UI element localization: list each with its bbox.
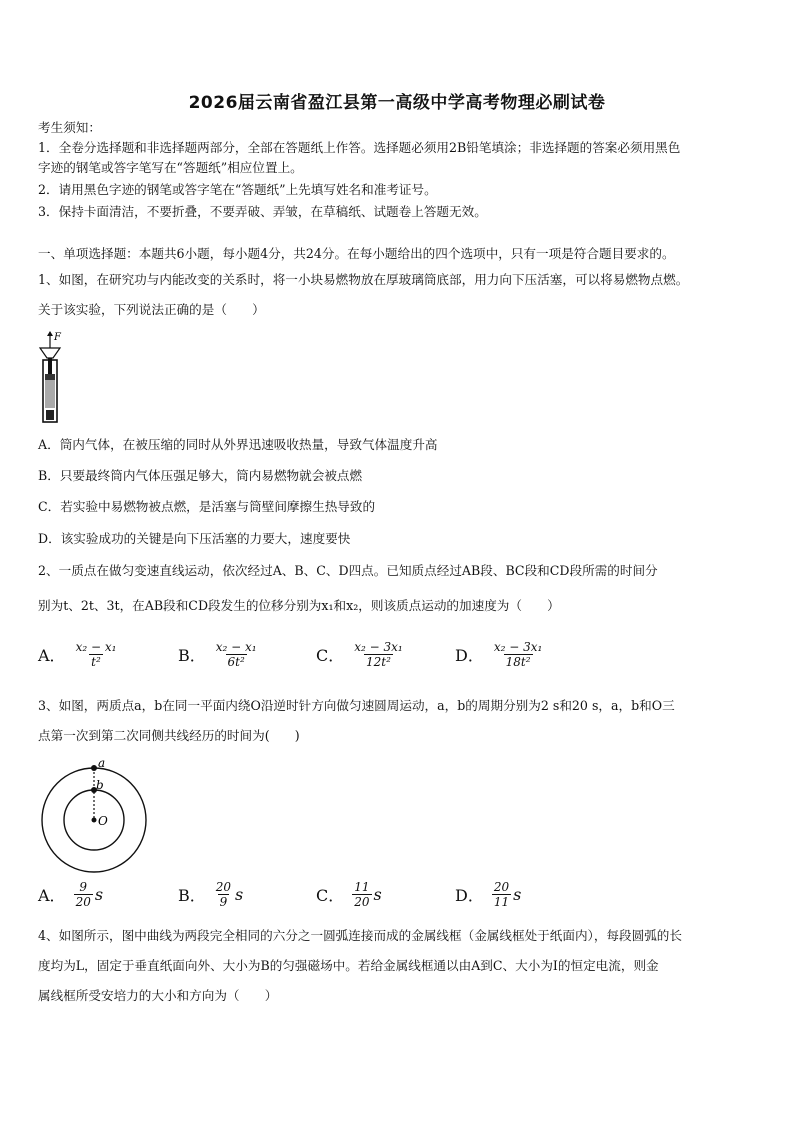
q2-option-a: A． $\frac{\text{x₂ − x₁}}{\text{t²}}$ [38,640,117,669]
q2-option-c: C． $\frac{\text{x₂ − 3x₁}}{\text{12t²}}$ [316,640,403,669]
piston-cylinder-figure [36,330,76,426]
q1-stem-line2: 关于该实验，下列说法正确的是（ ） [38,302,265,317]
notice-item: 字迹的钢笔或答字笔写在“答题纸”相应位置上。 [38,160,303,175]
numerator: 9 [79,880,88,894]
unit: s [513,885,522,904]
denominator: 20 [354,895,370,909]
denominator: 12t² [366,655,391,669]
q1-option-d: D．该实验成功的关键是向下压活塞的力要大，速度要快 [38,531,351,546]
q3-stem-line1: 3、如图，两质点a，b在同一平面内绕O沿逆时针方向做匀速圆周运动，a，b的周期分别为2 s和20 s，a，b和O三 [38,698,675,713]
notice-heading: 考生须知： [38,120,101,135]
q4-stem-line1: 4、如图所示，图中曲线为两段完全相同的六分之一圆弧连接而成的金属线框（金属线框处于纸面内），每段圆弧的长 [38,928,682,943]
point-a-label: a [98,758,106,770]
orbit-figure [38,758,162,874]
denominator: 20 [75,895,91,909]
notice-item: 3．保持卡面清洁，不要折叠，不要弄破、弄皱，在草稿纸、试题卷上答题无效。 [38,204,487,219]
force-label: F [54,332,61,343]
q3-option-c: C． $\frac{11}{20}$ s [316,880,382,909]
denominator: t² [91,655,101,669]
q2-option-b: B． $\frac{\text{x₂ − x₁}}{\text{6t²}}$ [178,640,257,669]
q4-stem-line2: 度均为L，固定于垂直纸面向外、大小为B的匀强磁场中。若给金属线框通以由A到C、大小为I的恒定电流，则金 [38,958,659,973]
unit: s [94,885,104,904]
denominator: 11 [493,895,510,909]
q4-stem-line3: 属线框所受安培力的大小和方向为（ ） [38,988,278,1003]
section-heading: 一、单项选择题：本题共6小题，每小题4分，共24分。在每小题给出的四个选项中，只有一项是符合题目要求的。 [38,246,675,261]
point-o-label: O [98,814,108,828]
q3-option-d: D． $\frac{20}{11}$ s [455,880,522,909]
q1-option-b: B．只要最终筒内气体压强足够大，筒内易燃物就会被点燃 [38,468,363,483]
notice-item: 1．全卷分选择题和非选择题两部分，全部在答题纸上作答。选择题必须用2B铅笔填涂；非选择题的答案必须用黑色 [38,140,681,155]
q1-option-a: A．筒内气体，在被压缩的同时从外界迅速吸收热量，导致气体温度升高 [38,437,438,452]
point-b-label: b [96,778,104,792]
unit: s [373,885,382,904]
unit: s [235,885,244,904]
numerator: x₂ − 3x₁ [354,640,403,654]
denominator: 18t² [505,655,531,669]
numerator: 20 [493,880,510,894]
numerator: x₂ − x₁ [215,640,257,654]
q3-option-a: A． $\frac{9}{20}$ s [38,880,104,909]
numerator: x₂ − 3x₁ [493,640,543,654]
q3-option-b: B． $\frac{20}{9}$ s [178,880,244,909]
q1-stem-line1: 1、如图，在研究功与内能改变的关系时，将一小块易燃物放在厚玻璃筒底部，用力向下压活塞，可以将易燃物点燃。 [38,272,689,287]
q2-option-d: D． $\frac{\text{x₂ − 3x₁}}{\text{18t²}}$ [455,640,543,669]
q1-option-c: C．若实验中易燃物被点燃，是活塞与筒壁间摩擦生热导致的 [38,499,376,514]
numerator: 20 [215,880,232,894]
denominator: 6t² [227,655,245,669]
exam-title: 2026届云南省盈江县第一高级中学高考物理必刷试卷 [188,93,606,113]
notice-item: 2．请用黑色字迹的钢笔或答字笔在“答题纸”上先填写姓名和准考证号。 [38,182,437,197]
numerator: x₂ − x₁ [75,640,117,654]
numerator: 11 [354,880,370,894]
denominator: 9 [219,895,228,909]
q2-stem-line2: 别为t、2t、3t，在AB段和CD段发生的位移分别为x₁和x₂，则该质点运动的加速度为（ ） [38,598,560,613]
q3-stem-line2: 点第一次到第二次同侧共线经历的时间为( ) [38,728,300,743]
q2-stem-line1: 2、一质点在做匀变速直线运动，依次经过A、B、C、D四点。已知质点经过AB段、BC段和CD段所需的时间分 [38,563,658,578]
